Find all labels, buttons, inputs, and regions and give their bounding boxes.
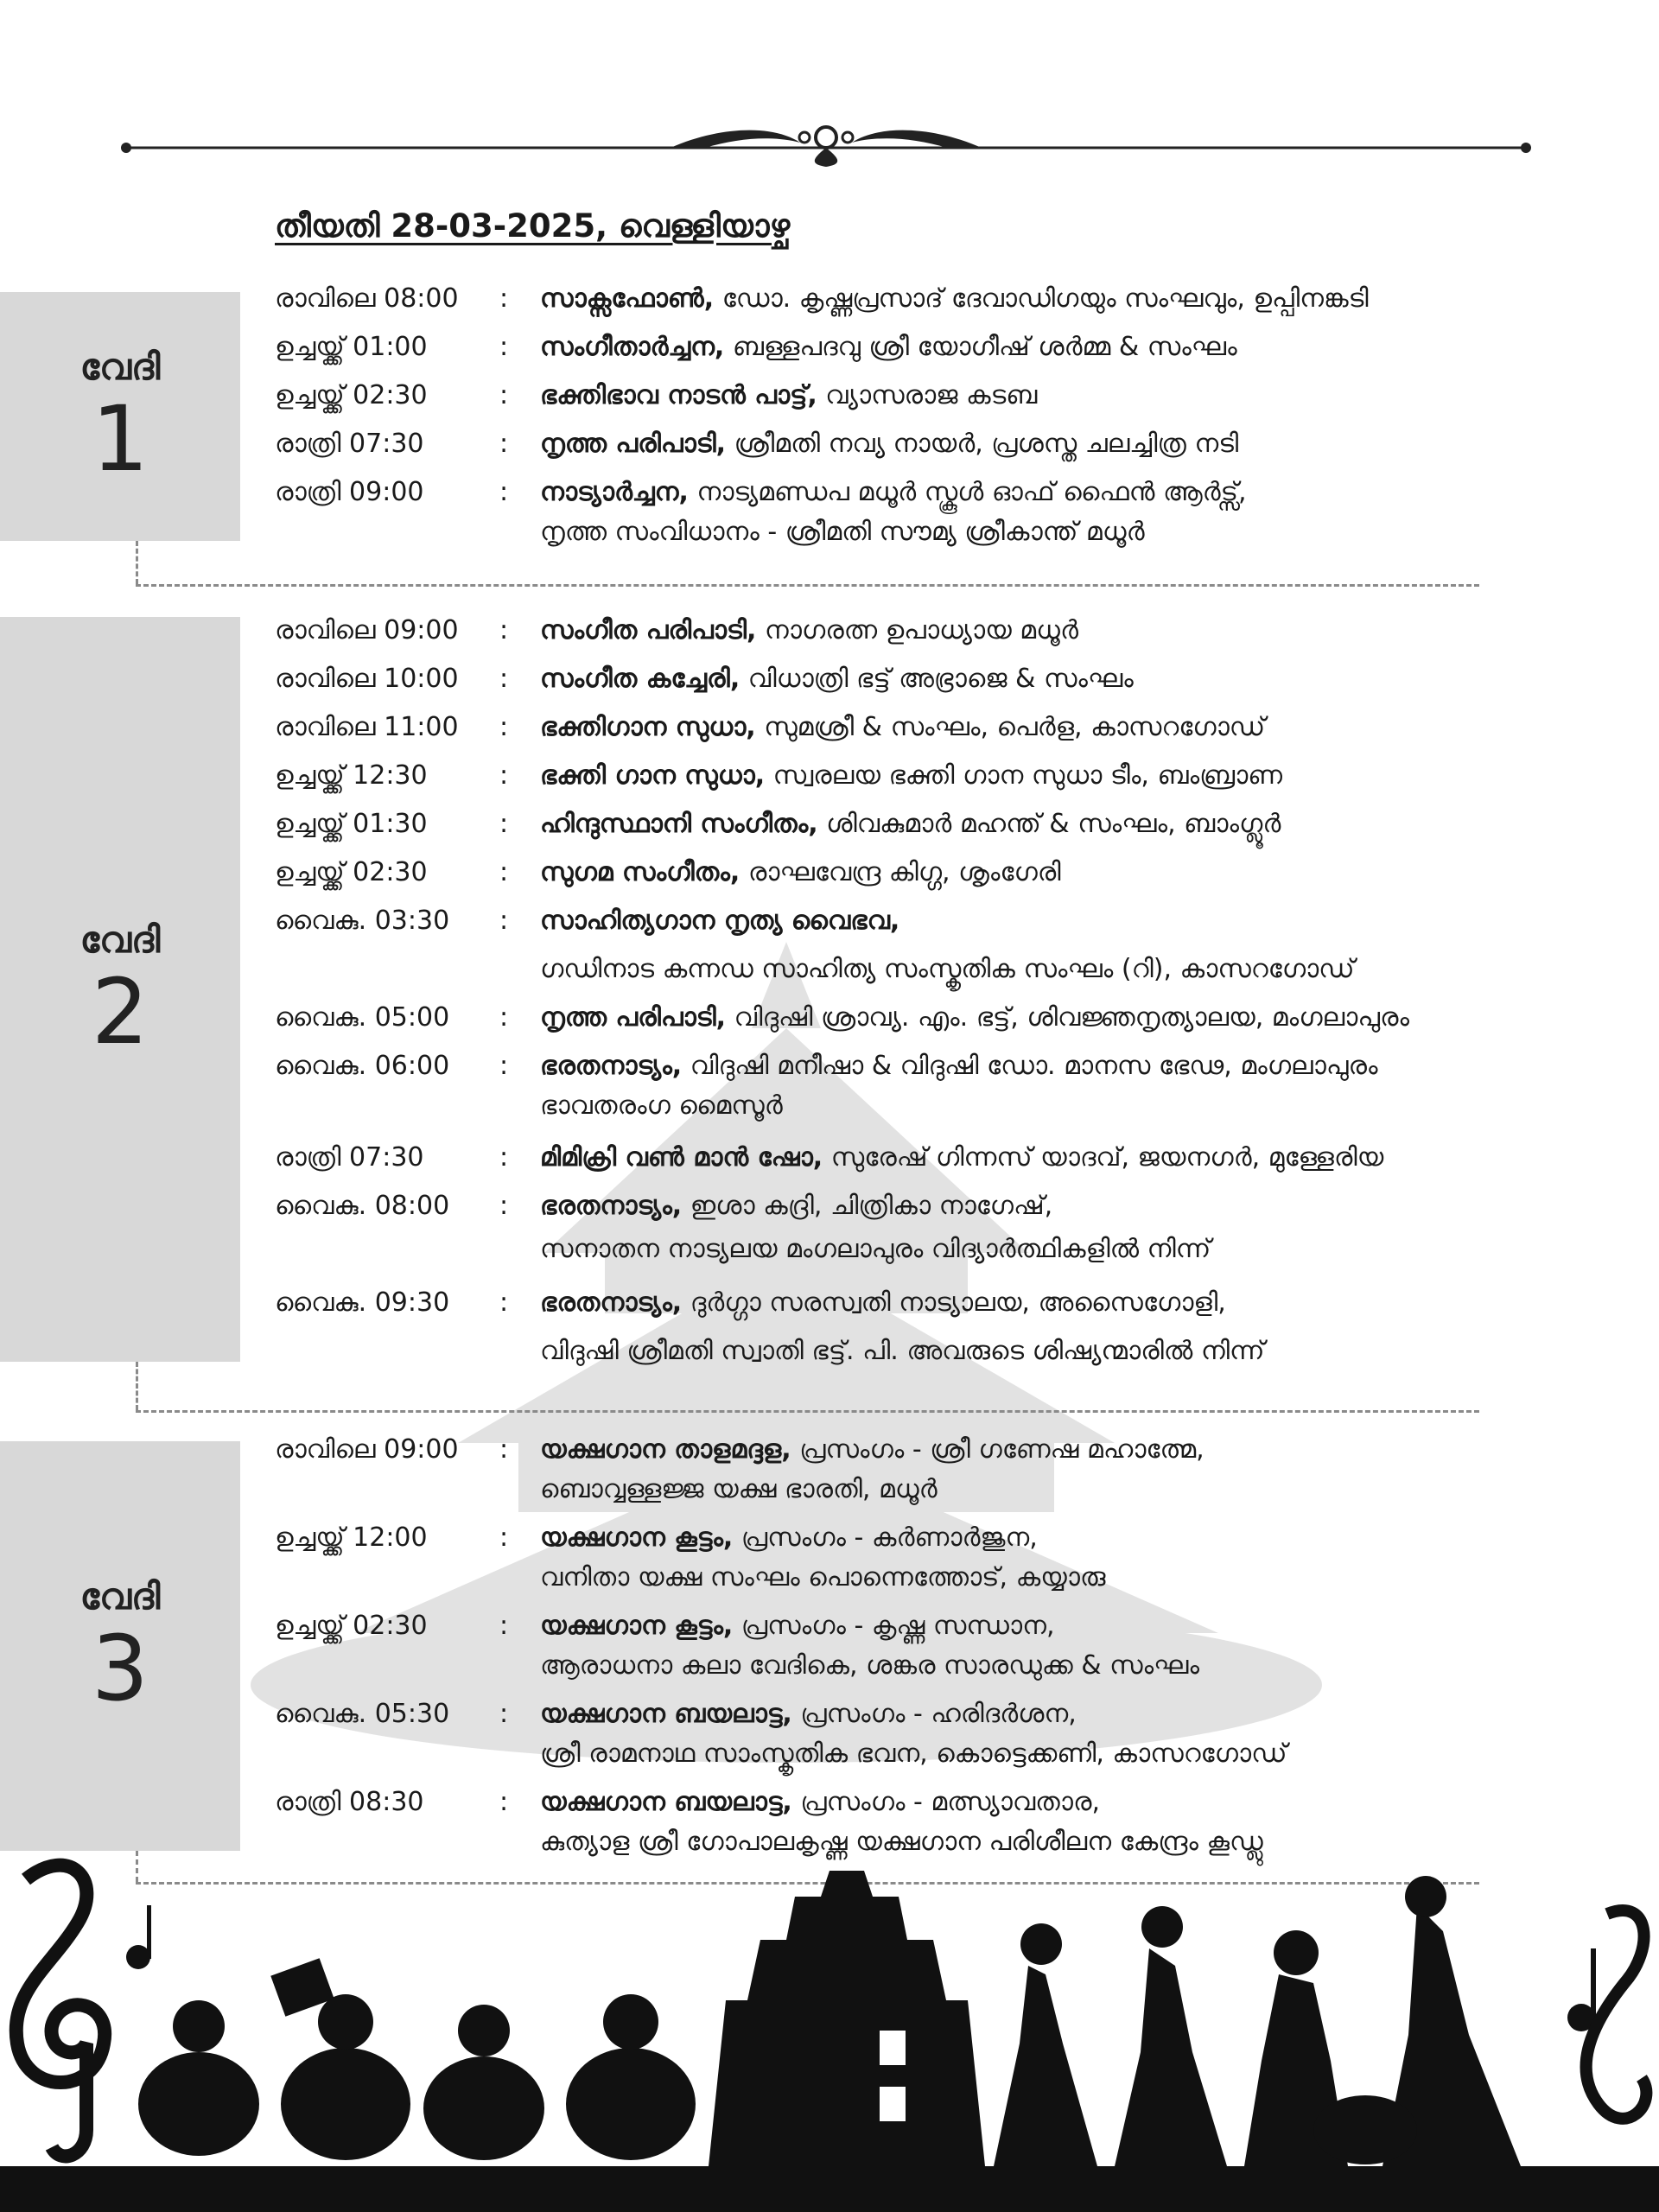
event-time: ഉച്ചയ്ക്ക് 01:30 (275, 809, 428, 839)
event-time: രാവിലെ 11:00 (275, 712, 459, 742)
venue-word: വേദി (79, 1575, 161, 1618)
event-title: ഭരതനാട്യം, (540, 1287, 683, 1318)
event-detail: വിദുഷി ശ്രാവ്യ. എം. ഭട്ട്, ശിവജ്ഞനൃത്യാലയ, മംഗലാപുരം (726, 1002, 1410, 1033)
event-time: ഉച്ചയ്ക്ക് 12:30 (275, 760, 428, 791)
divider-vertical (136, 1362, 138, 1410)
event-time: വൈകു. 05:30 (275, 1699, 450, 1729)
event-detail-line2: ബൊവ്വള്ളജ്ജ യക്ഷ ഭാരതി, മധൂർ (540, 1474, 938, 1504)
section-divider (136, 1410, 1479, 1413)
event-title: ഭക്തിഭാവ നാടൻ പാട്ട്, (540, 380, 817, 410)
event-detail: ഡോ. കൃഷ്ണപ്രസാദ് ദേവാഡിഗയും സംഘവും, ഉപ്പിനങ്കടി (714, 283, 1369, 314)
event-detail-line2: ശ്രീ രാമനാഥ സാംസ്കൃതിക ഭവന, കൊട്ടെക്കണി, കാസറഗോഡ് (540, 1738, 1287, 1769)
event-detail: പ്രസംഗം - ഹരിദർശന, (791, 1699, 1077, 1729)
event-detail-line2: ആരാധനാ കലാ വേദികെ, ശങ്കര സാരഡുക്ക & സംഘം (540, 1650, 1200, 1681)
event-detail-line2: വിദുഷി ശ്രീമതി സ്വാതി ഭട്ട്. പി. അവരുടെ ശിഷ്യന്മാരിൽ നിന്ന് (540, 1336, 1265, 1366)
event-time: രാത്രി 07:30 (275, 1142, 424, 1173)
venue-word: വേദി (79, 346, 161, 389)
event-detail: സ്വരലയ ഭക്തി ഗാന സുധാ ടീം, ബംബ്രാണ (765, 760, 1283, 791)
event-detail: സുമശ്രീ & സംഘം, പെർള, കാസറഗോഡ് (755, 712, 1266, 742)
event-time: വൈകു. 08:00 (275, 1191, 450, 1221)
event-time: വൈകു. 03:30 (275, 906, 450, 936)
event-title: ഭരതനാട്യം, (540, 1191, 683, 1221)
event-title: സംഗീത കച്ചേരി, (540, 664, 741, 694)
event-detail-line2: ഭാവതരംഗ മൈസൂർ (540, 1090, 783, 1121)
event-title: യക്ഷഗാന കൂട്ടം, (540, 1522, 734, 1553)
event-detail: സുരേഷ് ഗിന്നസ് യാദവ്, ജയനഗർ, മുള്ളേരിയ (823, 1142, 1384, 1173)
event-detail: വ്യാസരാജ കടബ (817, 380, 1038, 410)
event-title: ഹിന്ദുസ്ഥാനി സംഗീതം, (540, 809, 818, 839)
event-title: യക്ഷഗാന താളമദ്ദള, (540, 1434, 791, 1465)
event-title: സാക്സഫോൺ, (540, 283, 715, 314)
event-detail: പ്രസംഗം - മത്സ്യാവതാര, (791, 1787, 1100, 1817)
event-title: നാട്യാർച്ചന, (540, 477, 689, 507)
venue-number: 1 (91, 386, 149, 493)
divider-vertical (136, 541, 138, 584)
event-detail-line2: വനിതാ യക്ഷ സംഘം പൊന്നെത്തോട്, കയ്യാരു (540, 1562, 1106, 1592)
event-detail: ഇശാ കദ്രി, ചിത്രികാ നാഗേഷ്, (682, 1191, 1053, 1221)
date-heading: തീയതി 28-03-2025, വെള്ളിയാഴ്ച (275, 207, 791, 245)
event-time: വൈകു. 09:30 (275, 1287, 450, 1318)
event-title: ഭരതനാട്യം, (540, 1051, 683, 1081)
event-detail: ദുർഗ്ഗാ സരസ്വതി നാട്യാലയ, അസൈഗോളി, (682, 1287, 1226, 1318)
event-detail: നാട്യമണ്ഡപ മധൂർ സ്കൂൾ ഓഫ് ഫൈൻ ആർട്സ്, (688, 477, 1247, 507)
event-title: ഭക്തിഗാന സുധാ, (540, 712, 756, 742)
event-detail-line2: നൃത്ത സംവിധാനം - ശ്രീമതി സൗമ്യ ശ്രീകാന്ത് മധൂർ (540, 517, 1145, 547)
event-detail: നാഗരത്ന ഉപാധ്യായ മധൂർ (756, 615, 1078, 645)
venue-2-label (0, 617, 240, 1362)
event-title: യക്ഷഗാന ബയലാട്ട, (540, 1699, 792, 1729)
event-detail: പ്രസംഗം - ശ്രീ ഗണേഷ മഹാത്മേ, (791, 1434, 1205, 1465)
venue-word: വേദി (79, 918, 161, 962)
event-time: ഉച്ചയ്ക്ക് 12:00 (275, 1522, 428, 1553)
event-time: രാവിലെ 09:00 (275, 1434, 459, 1465)
event-time: വൈകു. 05:00 (275, 1002, 450, 1033)
event-detail-line2: കുത്യാള ശ്രീ ഗോപാലകൃഷ്ണ യക്ഷഗാന പരിശീലന കേന്ദ്രം കൂഡ്ലു (540, 1827, 1263, 1857)
performers-silhouette-art (0, 1845, 1659, 2212)
event-detail: ബള്ളപദവു ശ്രീ യോഗീഷ് ശർമ്മ & സംഘം (724, 332, 1237, 362)
event-title: മിമിക്രി വൺ മാൻ ഷോ, (540, 1142, 823, 1173)
venue-1-label (0, 292, 240, 541)
event-detail: പ്രസംഗം - കൃഷ്ണ സന്ധാന, (733, 1611, 1055, 1641)
event-title: നൃത്ത പരിപാടി, (540, 429, 727, 459)
event-detail: രാഘവേന്ദ്ര കിഗ്ഗ, ശൃംഗേരി (740, 857, 1061, 887)
event-time: രാത്രി 07:30 (275, 429, 424, 459)
event-time: ഉച്ചയ്ക്ക് 02:30 (275, 1611, 428, 1641)
top-ornament (118, 117, 1535, 168)
event-title: യക്ഷഗാന ബയലാട്ട, (540, 1787, 792, 1817)
event-time: രാവിലെ 08:00 (275, 283, 459, 314)
event-title: സാഹിത്യഗാന നൃത്യ വൈഭവ, (540, 906, 900, 936)
event-detail: പ്രസംഗം - കർണാർജുന, (733, 1522, 1038, 1553)
event-time: ഉച്ചയ്ക്ക് 02:30 (275, 857, 428, 887)
event-detail: വിധാത്രി ഭട്ട് അഭ്രാജെ & സംഘം (740, 664, 1134, 694)
event-detail: വിദുഷി മനീഷാ & വിദുഷി ഡോ. മാനസ ഭേഢ, മംഗലാപുരം (682, 1051, 1378, 1081)
event-detail: ശിവകുമാർ മഹന്ത് & സംഘം, ബാംഗ്ലൂർ (817, 809, 1281, 839)
event-detail-line2: ഗഡിനാട കന്നഡ സാഹിത്യ സംസ്കൃതിക സംഘം (റി), കാസറഗോഡ് (540, 954, 1355, 984)
event-title: സംഗീത പരിപാടി, (540, 615, 757, 645)
event-title: നൃത്ത പരിപാടി, (540, 1002, 727, 1033)
event-time: രാത്രി 09:00 (275, 477, 424, 507)
event-time: ഉച്ചയ്ക്ക് 02:30 (275, 380, 428, 410)
event-time: വൈകു. 06:00 (275, 1051, 450, 1081)
venue-number: 2 (91, 959, 149, 1065)
event-detail-line2: സനാതന നാട്യലയ മംഗലാപുരം വിദ്യാർത്ഥികളിൽ നിന്ന് (540, 1234, 1211, 1264)
event-time: രാത്രി 08:30 (275, 1787, 424, 1817)
venue-3-label (0, 1441, 240, 1851)
event-title: ഭക്തി ഗാന സുധാ, (540, 760, 766, 791)
event-detail: ശ്രീമതി നവ്യ നായർ, പ്രശസ്ത ചലച്ചിത്ര നടി (726, 429, 1239, 459)
event-time: രാവിലെ 09:00 (275, 615, 459, 645)
section-divider (136, 584, 1479, 587)
event-title: സുഗമ സംഗീതം, (540, 857, 741, 887)
event-time: ഉച്ചയ്ക്ക് 01:00 (275, 332, 428, 362)
event-title: യക്ഷഗാന കൂട്ടം, (540, 1611, 734, 1641)
event-time: രാവിലെ 10:00 (275, 664, 459, 694)
venue-number: 3 (91, 1616, 149, 1722)
event-title: സംഗീതാർച്ചന, (540, 332, 725, 362)
